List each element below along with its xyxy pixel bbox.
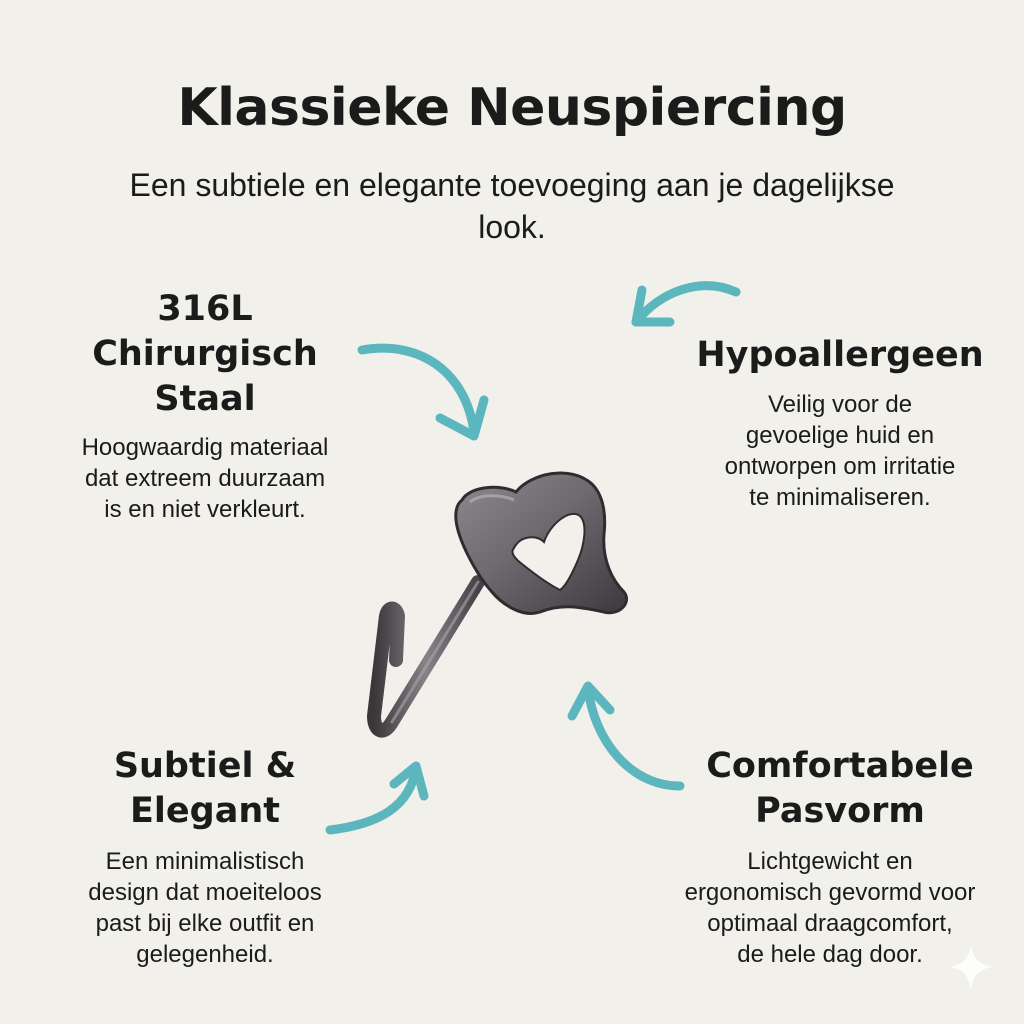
page-subtitle: Een subtiele en elegante toevoeging aan je dagelijkse look. <box>129 167 895 245</box>
feature-description-line: ontworpen om irritatie <box>724 453 956 480</box>
feature-title-line: Elegant <box>130 791 280 831</box>
feature-description-line: Hoogwaardig materiaal <box>81 434 329 461</box>
feature-description-line: gevoelige huid en <box>745 422 935 449</box>
feature-title-line: Pasvorm <box>755 791 925 831</box>
feature-title-subtle-elegant <box>40 744 370 834</box>
feature-title-line: Chirurgisch <box>92 334 318 374</box>
feature-title-line: Subtiel & <box>113 746 297 786</box>
page-title: Klassieke Neuspiercing <box>177 78 847 138</box>
feature-description-line: gelegenheid. <box>136 941 274 968</box>
curved-arrow-icon <box>636 286 736 322</box>
feature-description-line: Veilig voor de <box>767 391 913 418</box>
feature-description-line: dat extreem duurzaam <box>84 465 326 492</box>
feature-description-line: optimaal draagcomfort, <box>707 910 953 937</box>
curved-arrow-icon <box>362 348 484 436</box>
feature-description-line: design dat moeiteloos <box>88 879 322 906</box>
feature-description-line: past bij elke outfit en <box>95 910 315 937</box>
feature-title-comfortable-fit <box>660 744 1020 834</box>
feature-description-line: ergonomisch gevormd voor <box>684 879 976 906</box>
feature-title-surgical-steel <box>40 287 370 422</box>
feature-title-line: 316L <box>157 289 253 329</box>
feature-title-line: Hypoallergeen <box>696 335 984 375</box>
feature-description-line: de hele dag door. <box>737 941 923 968</box>
feature-description-hypoallergenic <box>670 389 1010 513</box>
feature-description-comfortable-fit <box>640 846 1020 970</box>
feature-title-line: Staal <box>154 379 256 419</box>
feature-description-line: te minimaliseren. <box>749 484 931 511</box>
feature-description-line: Lichtgewicht en <box>747 848 913 875</box>
feature-description-line: Een minimalistisch <box>105 848 305 875</box>
feature-title-hypoallergenic <box>660 333 1020 378</box>
feature-title-line: Comfortabele <box>706 746 974 786</box>
feature-description-line: is en niet verkleurt. <box>104 496 306 523</box>
feature-description-subtle-elegant <box>20 846 390 970</box>
feature-description-surgical-steel <box>30 432 380 525</box>
